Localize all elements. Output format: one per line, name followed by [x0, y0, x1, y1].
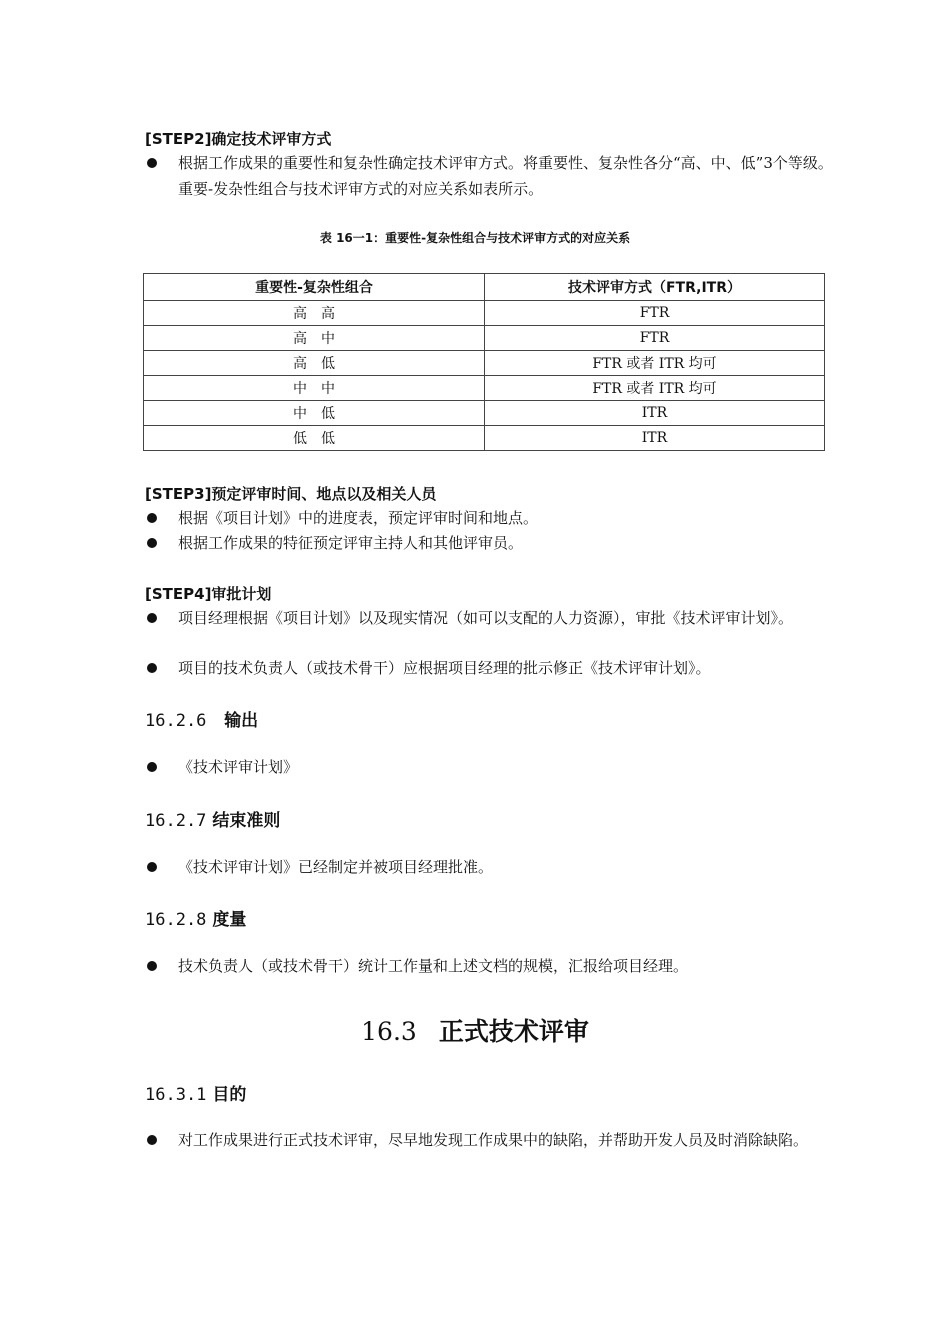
- list-item: [145, 953, 835, 979]
- review-mode-table: [143, 273, 825, 451]
- table-row: [144, 376, 825, 401]
- table-header-row: [144, 274, 825, 301]
- section-number: 16.3.1: [145, 1085, 207, 1105]
- bullet-text: 根据工作成果的特征预定评审主持人和其他评审员。: [178, 534, 524, 552]
- bullet-icon: [147, 762, 157, 772]
- step2-heading: [STEP2]确定技术评审方式: [145, 130, 332, 148]
- table-cell: FTR: [485, 301, 825, 326]
- section-title: 目的: [212, 1085, 247, 1105]
- table-cell: 中 中: [144, 376, 485, 401]
- list-item: [145, 854, 835, 880]
- step4-heading: [STEP4]审批计划: [145, 585, 272, 603]
- table-cell: FTR 或者 ITR 均可: [485, 351, 825, 376]
- bullet-text: 项目的技术负责人（或技术骨干）应根据项目经理的批示修正《技术评审计划》。: [178, 659, 711, 677]
- column-header: 重要性-复杂性组合: [144, 274, 485, 301]
- bullet-icon: [147, 961, 157, 971]
- table-cell: 高 中: [144, 326, 485, 351]
- table-cell: 高 高: [144, 301, 485, 326]
- bullet-icon: [147, 663, 157, 673]
- bullet-text: 根据工作成果的重要性和复杂性确定技术评审方式。将重要性、复杂性各分“高、中、低”3个等级。重要-发杂性组合与技术评审方式的对应关系如表所示。: [178, 154, 833, 198]
- section-heading-16-2-8: [145, 905, 246, 930]
- table-row: [144, 351, 825, 376]
- section-number: 16.2.7: [145, 811, 207, 831]
- section-heading-16-3-1: [145, 1080, 246, 1105]
- section-number: 16.3: [361, 1017, 417, 1046]
- table-caption: 表 16一1：重要性-复杂性组合与技术评审方式的对应关系: [319, 231, 631, 245]
- section-number: 16.2.8: [145, 910, 207, 930]
- bullet-text: 项目经理根据《项目计划》以及现实情况（如可以支配的人力资源），审批《技术评审计划》。: [178, 609, 794, 627]
- section-heading-16-2-6: [145, 706, 258, 731]
- section-title: 度量: [212, 910, 247, 930]
- table-cell: 低 低: [144, 426, 485, 451]
- table-cell: 高 低: [144, 351, 485, 376]
- list-item: [145, 530, 835, 556]
- table-cell: ITR: [485, 401, 825, 426]
- bullet-icon: [147, 862, 157, 872]
- list-item: [145, 605, 835, 631]
- bullet-text: 《技术评审计划》: [178, 758, 299, 776]
- list-item: [145, 655, 835, 681]
- bullet-text: 技术负责人（或技术骨干）统计工作量和上述文档的规模，汇报给项目经理。: [178, 957, 689, 975]
- bullet-icon: [147, 613, 157, 623]
- list-item: [145, 1127, 835, 1153]
- column-header: 技术评审方式（FTR,ITR）: [485, 274, 825, 301]
- bullet-icon: [147, 513, 157, 523]
- table-cell: FTR 或者 ITR 均可: [485, 376, 825, 401]
- section-heading-16-3: [0, 1012, 950, 1048]
- section-heading-16-2-7: [145, 806, 280, 831]
- table-cell: 中 低: [144, 401, 485, 426]
- section-number: 16.2.6: [145, 711, 207, 731]
- bullet-icon: [147, 1135, 157, 1145]
- section-title: 输出: [224, 711, 259, 731]
- bullet-text: 根据《项目计划》中的进度表，预定评审时间和地点。: [178, 509, 539, 527]
- bullet-text: 《技术评审计划》已经制定并被项目经理批准。: [178, 858, 494, 876]
- list-item: [145, 505, 835, 531]
- table-row: [144, 401, 825, 426]
- step3-heading: [STEP3]预定评审时间、地点以及相关人员: [145, 485, 437, 503]
- section-title: 结束准则: [212, 811, 281, 831]
- list-item: [145, 754, 835, 780]
- bullet-icon: [147, 538, 157, 548]
- table-cell: ITR: [485, 426, 825, 451]
- section-title: 正式技术评审: [438, 1017, 589, 1046]
- table-row: [144, 426, 825, 451]
- table-row: [144, 301, 825, 326]
- table-cell: FTR: [485, 326, 825, 351]
- table-row: [144, 326, 825, 351]
- list-item: [145, 150, 835, 202]
- bullet-icon: [147, 158, 157, 168]
- bullet-text: 对工作成果进行正式技术评审，尽早地发现工作成果中的缺陷，并帮助开发人员及时消除缺陷。: [178, 1131, 809, 1149]
